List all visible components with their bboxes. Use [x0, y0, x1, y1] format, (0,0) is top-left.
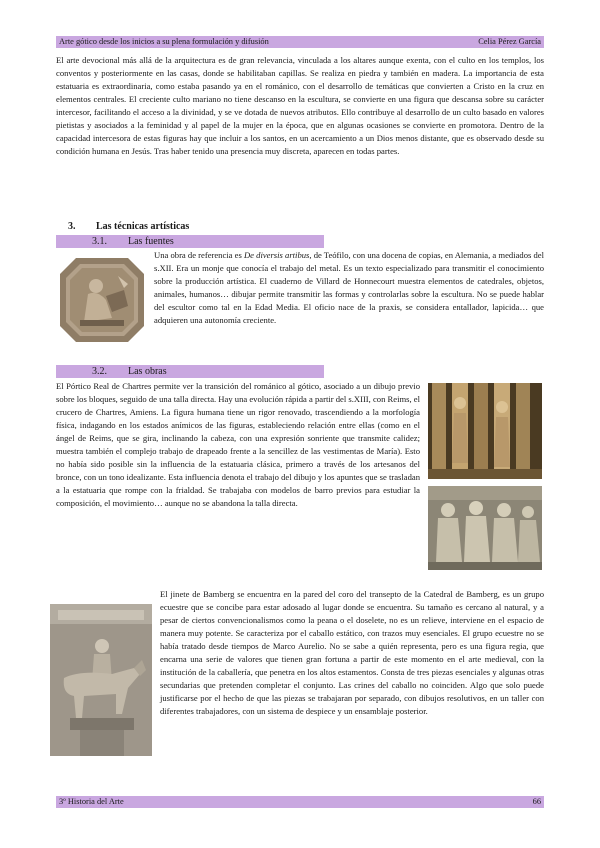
subsection-obras-heading [56, 365, 324, 378]
header-right-text: Celia Pérez García [478, 37, 541, 46]
header-left-text: Arte gótico desde los inicios a su plena formulación y difusión [59, 37, 269, 46]
relief-sculpture-image [58, 256, 146, 344]
page-number: 66 [532, 797, 541, 806]
subsection-fuentes-title: Las fuentes [128, 236, 174, 247]
fuentes-text-before: Una obra de referencia es [154, 250, 244, 260]
subsection-obras-number: 3.2. [92, 366, 107, 377]
fuentes-text-after: , de Teófilo, con una docena de copias, en Alemania, a mediados del s.XII. Era un monje que conocía el trabajo del metal. Es un texto especializado para transmitir el conocimiento sobre la producción artística. El cuaderno de Villard de Honnecourt muestra elementos de catedrales, objetos, animales, humanos… dibujar permite transmitir las formas y controlarlas sobre la escultura. No se puede hablar del escultor como tal en la Edad Media. El oficio nace de la praxis, se considera entallador, lapicida… que adquieren una autonomía creciente. [154, 250, 544, 325]
footer-course: 3º Historia del Arte [59, 797, 124, 806]
subsection-fuentes-number: 3.1. [92, 236, 107, 247]
reims-statues-image [428, 486, 542, 570]
page-header [56, 36, 544, 48]
bamberg-paragraph: El jinete de Bamberg se encuentra en la pared del coro del transepto de la Catedral de Bamberg, es un grupo ecuestre que se concibe para estar adosado al lugar donde se encuentra. Su tamaño es cercano al natural, y a pesar de ciertos convencionalismos como la peana o el doselete, no es un relieve, interviene en el espacio de manera muy potente. Se caracteriza por el caballo estático, con trazos muy esenciales. El grupo ecuestre no se había tratado desde tiempos de Marco Aurelio. No se sabe a quién representa, pero es una figura regia, que encarna una serie de valores que tienen gran fortuna a partir de este momento en el arte medieval, con la institución de la caballería, que penetra en los altos estamentos. Consta de tres piezas esenciales y algunas otras secundarias que pretenden completar el conjunto. Las crines del caballo no coinciden. Algo que solo puede justificarse por el hecho de que las piezas se trabajaran por separado, con dibujos resolutivos, en un taller con diferentes trabajadores, con un sistema de despiece y un ensamblaje posterior. [160, 589, 544, 716]
page-footer [56, 796, 544, 808]
fuentes-paragraph [154, 249, 544, 327]
chartres-portal-image [428, 383, 542, 479]
intro-paragraph: El arte devocional más allá de la arquitectura es de gran relevancia, vinculada a los altares aunque exenta, con el culto en los templos, los conventos y posteriormente en las casas, donde se habilitaban capillas. Se realiza en piedra y también en madera. La importancia de esta estatuaria es extraordinaria, como estaba pasando ya en el románico, con el desarrollo de temáticas que convierten a Cristo en la cruz en elementos centrales. El creciente culto mariano no tiene descanso en la escultura, se convierte en una figura que descansa sobre su carácter intercesor, facilitando el acceso a la divinidad, y se ve dotada de nuevos atributos. Ello contribuye al desarrollo de un culto basado en valores pietistas y asociados a la feminidad y al papel de la mujer en la época, que en algunas ocasiones se convierte en promotora. Dentro de la capacidad intercesora de estas figuras hay que incluir a los santos, en un acercamiento a un Dios menos distante, que es observado desde su condición humana en Jesús. Tras haber tenido una presencia muy discreta, aparecen en todas partes. [56, 55, 544, 156]
section-title: Las técnicas artísticas [96, 221, 190, 232]
section-number: 3. [68, 221, 76, 232]
fuentes-book-title: De diversis artibus [243, 250, 310, 260]
bamberg-rider-image [50, 604, 152, 756]
subsection-obras-title: Las obras [128, 366, 167, 377]
section-heading [68, 220, 189, 233]
obras-paragraph: El Pórtico Real de Chartres permite ver la transición del románico al gótico, asociado a un dibujo previo sobre los bloques, seguido de una talla directa. Hay una evolución rápida a partir del s.XIII, con Reims, el crucero de Chartres, Amiens. La figura humana tiene un rigor renovado, trascendiendo a la morfología física, indagando en los estados anímicos de las figuras, estableciendo relación entre ellas (como en el ángel de Reims, que se gira, inclinando la cabeza, con una expresión sonriente que transmite calidez; muestra también el complejo trabajo de drapeado frente a la sencillez de las vestimentas de María). Esto no había sido posible sin la influencia de la estatuaria clásica, primero a través de los artesanos del bronce, con un tono idealizante. Esta influencia denota el trabajo del dibujo y los apuntes que se trasladan a la estatuaria que rompe con la frialdad. Se trabajaba con modelos de barro previos para estudiar la composición, el movimiento… aunque no se abandona la talla directa. [56, 381, 420, 508]
subsection-fuentes-heading [56, 235, 324, 248]
